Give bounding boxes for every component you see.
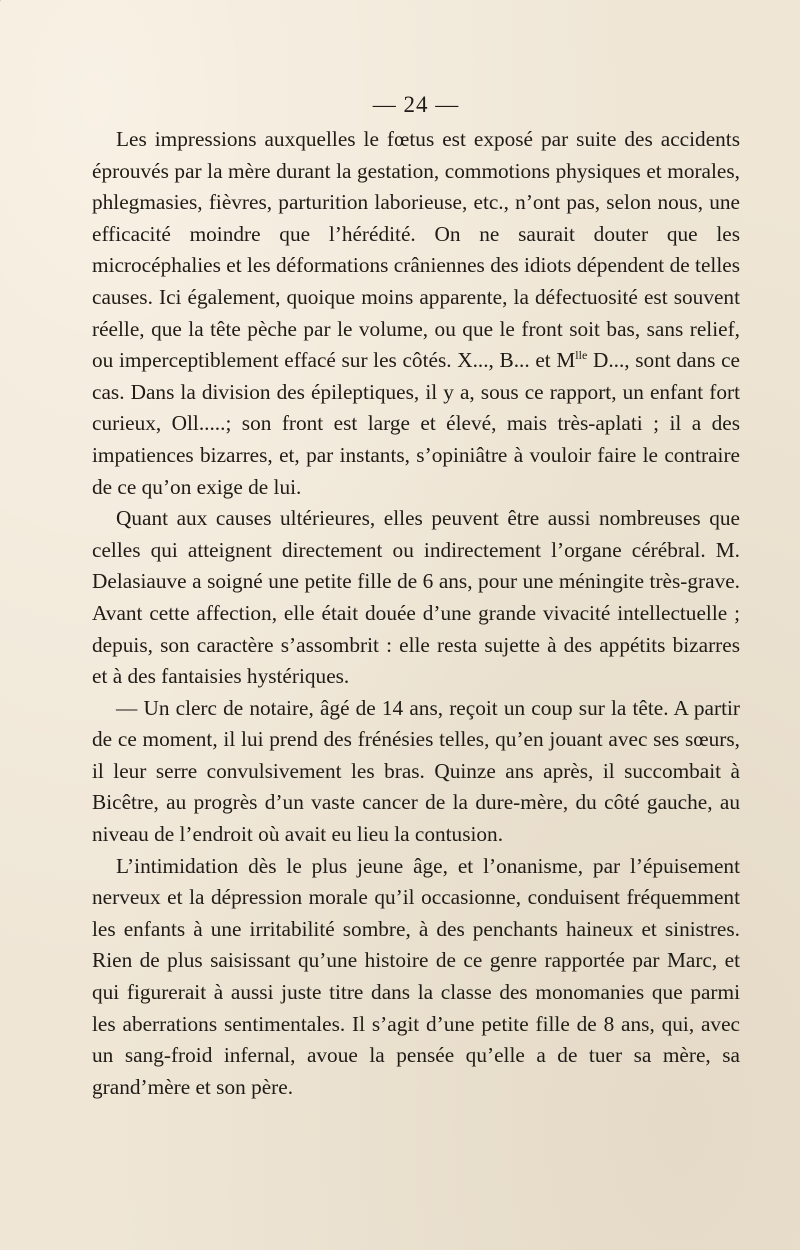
paragraph-1-superscript: lle [575, 348, 588, 363]
book-page [92, 92, 740, 1103]
paragraph-2: Quant aux causes ultérieures, elles peuvent être aussi nombreuses que celles qui atteignent directement ou indirectement l’organe cérébral. M. Delasiauve a soigné une petite fille de 6 ans, pour une méningite très-grave. Avant cette affection, elle était douée d’une grande vivacité intellectuelle ; depuis, son caractère s’assombrit : elle resta sujette à des appétits bizarres et à des fantaisies hystériques. [92, 506, 740, 689]
paragraph-1-continuation: D..., sont dans ce cas. Dans la division des épileptiques, il y a, sous ce rapport, un enfant fort curieux, Oll.....; son front est large et élevé, mais très-aplati ; il a des impatiences bizarres, et, par instants, s’opiniâtre à vouloir faire le contraire de ce qu’on exige de lui. [92, 348, 740, 499]
paragraph-1-text: Les impressions auxquelles le fœtus est exposé par suite des accidents éprouvés par la mère durant la gestation, commotions physiques et morales, phlegmasies, fièvres, parturition laborieuse, etc., n’ont pas, selon nous, une efficacité moindre que l’hérédité. On ne saurait douter que les microcéphalies et les déformations crâniennes des idiots dépendent de telles causes. Ici également, quoique moins apparente, la défectuosité est souvent réelle, que la tête pèche par le volume, ou que le front soit bas, sans relief, ou imperceptiblement effacé sur les côtés. X..., B... et M [92, 127, 740, 373]
paragraph-1 [92, 124, 740, 503]
page-number: — 24 — [372, 92, 460, 117]
paragraph-3: — Un clerc de notaire, âgé de 14 ans, reçoit un coup sur la tête. A partir de ce moment, il lui prend des frénésies telles, qu’en jouant avec ses sœurs, il leur serre convulsivement les bras. Quinze ans après, il succombait à Bicêtre, au progrès d’un vaste cancer de la dure-mère, du côté gauche, au niveau de l’endroit où avait eu lieu la contusion. [92, 695, 740, 847]
page-corner-crease [0, 0, 31, 40]
paragraph-4: L’intimidation dès le plus jeune âge, et l’onanisme, par l’épuisement nerveux et la dépression morale qu’il occasionne, conduisent fréquemment les enfants à une irritabilité sombre, à des penchants haineux et sinistres. Rien de plus saisissant qu’une histoire de ce genre rapportée par Marc, et qui figurerait à aussi juste titre dans la classe des monomanies que parmi les aberrations sentimentales. Il s’agit d’une petite fille de 8 ans, qui, avec un sang-froid infernal, avoue la pensée qu’elle a de tuer sa mère, sa grand’mère et son père. [92, 853, 740, 1099]
